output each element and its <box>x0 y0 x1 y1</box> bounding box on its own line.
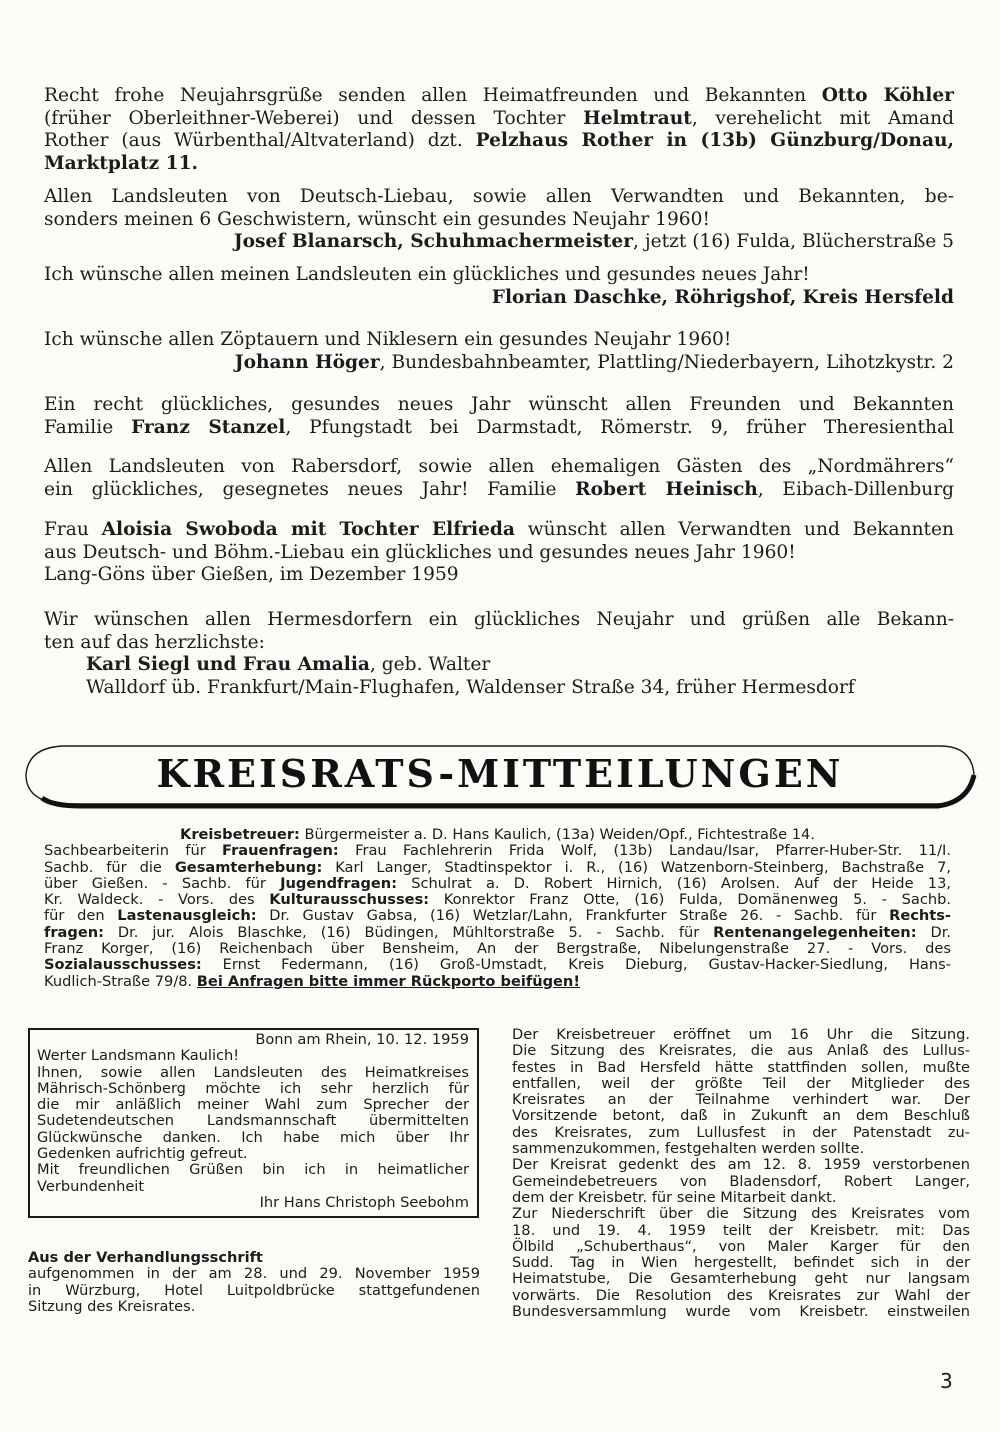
bold-run: Florian Daschke, Röhrigshof, Kreis Hersfeld <box>491 286 954 308</box>
text-run: Konrektor Franz Otte, (16) Fulda, Domänenweg 5. - Sachb. <box>429 891 952 909</box>
text-run: Lang-Göns über Gießen, im Dezember 1959 <box>44 564 459 585</box>
kreisrats-banner <box>22 740 978 810</box>
bold-run: Otto Köhler <box>821 85 954 106</box>
text-run: 18. und 19. 4. 1959 teilt der Kreisbetr. mit: Das <box>512 1221 970 1239</box>
greeting-line <box>44 329 954 352</box>
text-run: Dr. jur. Alois Blaschke, (16) Büdingen, Mühltorstraße 5. - Sachb. für <box>103 923 714 941</box>
text-run: Walldorf üb. Frankfurt/Main-Flughafen, Waldenser Straße 34, früher Hermesdorf <box>86 676 855 698</box>
protocol-heading: Aus der Verhandlungsschrift <box>28 1249 263 1266</box>
greeting-heinisch <box>44 456 954 501</box>
text-run: Rother (aus Würbenthal/Altvaterland) dzt. <box>44 130 476 151</box>
text-run: in Würzburg, Hotel Luitpoldbrücke stattgefundenen <box>28 1281 480 1299</box>
minutes-line <box>512 1125 970 1141</box>
text-run: , Bundesbahnbeamter, Plattling/Niederbayern, Lihotzkystr. 2 <box>379 351 954 373</box>
kreisrat-line <box>44 876 951 892</box>
greeting-line <box>44 542 954 565</box>
text-run: Ihnen, sowie allen Landsleuten des Heimatkreises <box>37 1063 469 1081</box>
text-run: Ernst Federmann, (16) Groß-Umstadt, Kreis Dieburg, Gustav-Hacker-Siedlung, Hans- <box>201 956 951 974</box>
text-run: Bürgermeister a. D. Hans Kaulich, (13a) Weiden/Opf., Fichtestraße 14. <box>299 826 815 843</box>
bold-run: fragen: <box>44 923 104 941</box>
text-run: Recht frohe Neujahrsgrüße senden allen Heimatfreunden und Bekannten <box>44 85 822 106</box>
text-run: Allen Landsleuten von Rabersdorf, sowie allen ehemaligen Gästen des „Nordmährers“ <box>44 456 954 477</box>
text-run: Der Kreisrat gedenkt des am 12. 8. 1959 verstorbenen <box>512 1156 970 1174</box>
text-run: Allen Landsleuten von Deutsch-Liebau, sowie allen Verwandten und Bekannten, be- <box>44 186 954 207</box>
kreisrat-line <box>44 843 951 859</box>
text-run: , verehelicht mit Amand <box>691 107 954 129</box>
minutes-line <box>512 1174 970 1190</box>
kreisrat-line <box>44 860 951 876</box>
greeting-line <box>44 609 954 632</box>
bold-run: Kreisbetreuer: <box>180 826 300 843</box>
minutes-line <box>512 1288 970 1304</box>
greeting-siegl <box>44 609 954 699</box>
kreisrat-line <box>44 941 951 957</box>
text-run: , jetzt (16) Fulda, Blücherstraße 5 <box>633 231 954 252</box>
greeting-line <box>44 153 954 176</box>
text-run: Karl Langer, Stadtinspektor i. R., (16) Watzenborn-Steinberg, Bachstraße 7, <box>322 858 951 876</box>
protocol-line <box>28 1266 480 1282</box>
text-run: Ich wünsche allen meinen Landsleuten ein glückliches und gesundes neues Jahr! <box>44 264 810 285</box>
greeting-line <box>44 519 954 542</box>
text-run: ten auf das herzlichste: <box>44 631 265 653</box>
bold-run: Gesamterhebung: <box>174 858 323 876</box>
banner-title: KREISRATS-MITTEILUNGEN <box>156 751 844 796</box>
bold-run: Jugendfragen: <box>280 874 398 892</box>
greeting-line <box>44 479 954 502</box>
minutes-line <box>512 1076 970 1092</box>
text-run: Verbundenheit <box>37 1177 145 1195</box>
protocol-block <box>28 1250 480 1315</box>
kreisrat-last-line <box>44 974 951 990</box>
text-run: , Pfungstadt bei Darmstadt, Römerstr. 9, früher Theresienthal <box>285 416 954 438</box>
greeting-line <box>44 456 954 479</box>
text-run: Gedenken aufrichtig gefreut. <box>37 1145 248 1163</box>
bold-run: Rechts- <box>889 907 951 925</box>
protocol-lines <box>28 1266 480 1315</box>
bold-run: Kulturausschusses: <box>269 891 430 909</box>
text-run: Der Kreisbetreuer eröffnet um 16 Uhr die Sitzung. <box>512 1026 970 1043</box>
bold-run: Franz Stanzel <box>131 416 286 438</box>
minutes-line <box>512 1304 970 1320</box>
greeting-hoeger <box>44 329 954 374</box>
letter-date: Bonn am Rhein, 10. 12. 1959 <box>255 1031 469 1048</box>
kreisrat-last-address: Kudlich-Straße 79/8. <box>44 972 193 990</box>
text-run: Kr. Waldeck. - Vors. des <box>44 891 270 909</box>
letter-line <box>37 1179 469 1195</box>
text-run: ein glückliches, gesegnetes neues Jahr! Familie <box>44 478 576 500</box>
letter-line <box>37 1081 469 1097</box>
text-run: aufgenommen in der am 28. und 29. November 1959 <box>28 1265 480 1283</box>
text-run: , geb. Walter <box>369 654 491 675</box>
letter-line <box>37 1113 469 1129</box>
bold-run: Karl Siegl und Frau Amalia <box>86 654 370 675</box>
text-run: (früher Oberleithner-Weberei) und dessen Tochter <box>44 107 584 129</box>
minutes-line <box>512 1141 970 1157</box>
text-run: über Gießen. - Sachb. für <box>44 874 281 892</box>
minutes-line <box>512 1271 970 1287</box>
greeting-line <box>44 417 954 440</box>
text-run: für den <box>44 907 118 925</box>
greeting-line <box>44 394 954 417</box>
bold-run: Aloisia Swoboda mit Tochter Elfrieda <box>101 519 515 540</box>
minutes-line <box>512 1255 970 1271</box>
text-run: sonders meinen 6 Geschwistern, wünscht ein gesundes Neujahr 1960! <box>44 208 710 230</box>
text-run: Glückwünsche danken. Ich habe mich über Ihr <box>37 1128 469 1146</box>
minutes-line <box>512 1157 970 1173</box>
text-run: Vorsitzende betont, daß in Zukunft an dem Beschluß <box>512 1107 970 1125</box>
greeting-line <box>44 186 954 209</box>
text-run: Ölbild „Schuberthaus“, von Maler Karger für den <box>512 1237 970 1255</box>
text-run: Sachbearbeiterin für <box>44 842 223 860</box>
minutes-line <box>512 1108 970 1124</box>
text-run: Zur Niederschrift über die Sitzung des Kreisrates vom <box>512 1205 970 1223</box>
text-run: Sachb. für die <box>44 858 175 876</box>
greeting-blanarsch <box>44 186 954 254</box>
greeting-daschke <box>44 264 954 309</box>
greeting-line <box>44 564 954 587</box>
kreisrat-lines <box>44 827 951 974</box>
protocol-line <box>28 1283 480 1299</box>
greeting-line <box>44 264 954 287</box>
kreisrat-line <box>44 827 951 843</box>
text-run: Mit freundlichen Grüßen bin ich in heimatlicher <box>37 1161 469 1179</box>
text-run: Sudetendeutschen Landsmannschaft übermittelten <box>37 1112 469 1130</box>
text-run: Franz Korger, (16) Reichenbach über Bensheim, An der Bergstraße, Nibelungenstraße 27. - Vors. des <box>44 940 951 958</box>
greeting-stanzel <box>44 394 954 439</box>
text-run: Wir wünschen allen Hermesdorfern ein glückliches Neujahr und grüßen alle Bekann- <box>44 609 954 630</box>
kreisrat-contacts <box>44 827 951 990</box>
text-run: wünscht allen Verwandten und Bekannten <box>514 519 955 540</box>
minutes-line <box>512 1206 970 1222</box>
greeting-line <box>44 209 954 232</box>
text-run: Frau <box>44 519 102 540</box>
text-run: Schulrat a. D. Robert Hirnich, (16) Arolsen. Auf der Heide 13, <box>397 874 951 892</box>
minutes-line <box>512 1092 970 1108</box>
minutes-line <box>512 1060 970 1076</box>
minutes-line <box>512 1190 970 1206</box>
text-run: aus Deutsch- und Böhm.-Liebau ein glückliches und gesundes neues Jahr 1960! <box>44 541 796 563</box>
greeting-line <box>44 108 954 131</box>
text-run: Frau Fachlehrerin Frida Wolf, (13b) Landau/Isar, Pfarrer-Huber-Str. 11/I. <box>338 842 952 860</box>
bold-run: Marktplatz 11. <box>44 152 198 174</box>
greeting-line <box>44 677 954 700</box>
text-run: Kreisrates an der Teilnahme verhindert war. Der <box>512 1091 970 1109</box>
greeting-swoboda <box>44 519 954 587</box>
bold-run: Helmtraut <box>583 107 692 129</box>
bold-run: Robert Heinisch <box>575 478 758 500</box>
letter-line <box>37 1097 469 1113</box>
bold-run: Sozialausschusses: <box>44 956 202 974</box>
kreisrat-line <box>44 892 951 908</box>
bold-run: Josef Blanarsch, Schuhmachermeister <box>233 231 634 252</box>
letter-salutation: Werter Landsmann Kaulich! <box>37 1047 240 1065</box>
minutes-line <box>512 1027 970 1043</box>
seebohm-letter-box <box>28 1028 479 1218</box>
text-run: Gemeindebetreuers von Bladensdorf, Robert Langer, <box>512 1172 970 1190</box>
text-run: Die Sitzung des Kreisrates, die aus Anlaß des Lullus- <box>512 1042 970 1060</box>
greeting-line <box>44 231 954 254</box>
greeting-line <box>44 130 954 153</box>
greeting-line <box>44 654 954 677</box>
greeting-line <box>44 85 954 108</box>
text-run: entfallen, weil der größte Teil der Mitglieder des <box>512 1074 970 1092</box>
minutes-line <box>512 1223 970 1239</box>
bold-run: Johann Höger <box>234 351 380 373</box>
text-run: Familie <box>44 416 132 438</box>
letter-signature: Ihr Hans Christoph Seebohm <box>259 1193 469 1211</box>
text-run: Ein recht glückliches, gesundes neues Jahr wünscht allen Freunden und Bekannten <box>44 394 954 415</box>
rueckporto-notice: Bei Anfragen bitte immer Rückporto beifügen! <box>196 972 580 990</box>
text-run: festes in Bad Hersfeld hätte stattfinden sollen, mußte <box>512 1058 970 1076</box>
text-run: sammenzukommen, festgehalten werden sollte. <box>512 1140 865 1158</box>
kreisrat-line <box>44 908 951 924</box>
text-run: Sudd. Tag in Wien hergestellt, befindet sich in der <box>512 1254 970 1272</box>
greeting-line <box>44 287 954 310</box>
greeting-line <box>44 352 954 375</box>
text-run: Bundesversammlung wurde vom Kreisbetr. einstweilen <box>512 1303 970 1321</box>
bold-run: Pelzhaus Rother in (13b) Günzburg/Donau, <box>475 130 954 151</box>
text-run: Dr. Gustav Gabsa, (16) Wetzlar/Lahn, Frankfurter Straße 26. - Sachb. für <box>256 907 890 925</box>
minutes-column <box>512 1027 970 1320</box>
bold-run: Lastenausgleich: <box>117 907 257 925</box>
bold-run: Frauenfragen: <box>222 842 339 860</box>
protocol-line <box>28 1299 480 1315</box>
minutes-line <box>512 1043 970 1059</box>
greeting-line <box>44 632 954 655</box>
text-run: dem der Kreisbetr. für seine Mitarbeit dankt. <box>512 1188 837 1206</box>
text-run: die mir anläßlich meiner Wahl zum Sprecher der <box>37 1096 469 1114</box>
letter-line <box>37 1065 469 1081</box>
kreisrat-line <box>44 925 951 941</box>
text-run: Dr. <box>916 923 951 941</box>
greeting-koehler <box>44 85 954 175</box>
text-run: Mährisch-Schönberg möchte ich sehr herzlich für <box>37 1079 469 1097</box>
letter-line <box>37 1162 469 1178</box>
minutes-line <box>512 1239 970 1255</box>
text-run: vorwärts. Die Resolution des Kreisrates zur Wahl der <box>512 1286 970 1304</box>
page-number: 3 <box>940 1369 953 1393</box>
text-run: , Eibach-Dillenburg <box>757 478 954 500</box>
letter-body <box>37 1065 469 1195</box>
text-run: Ich wünsche allen Zöptauern und Niklesern ein gesundes Neujahr 1960! <box>44 329 732 350</box>
bold-run: Rentenangelegenheiten: <box>713 923 917 941</box>
letter-line <box>37 1130 469 1146</box>
text-run: des Kreisrates, zum Lullusfest in der Patenstadt zu- <box>512 1123 970 1141</box>
kreisrat-line <box>44 957 951 973</box>
text-run: Heimatstube, Die Gesamterhebung geht nur langsam <box>512 1270 970 1288</box>
letter-line <box>37 1146 469 1162</box>
text-run: Sitzung des Kreisrates. <box>28 1297 196 1315</box>
